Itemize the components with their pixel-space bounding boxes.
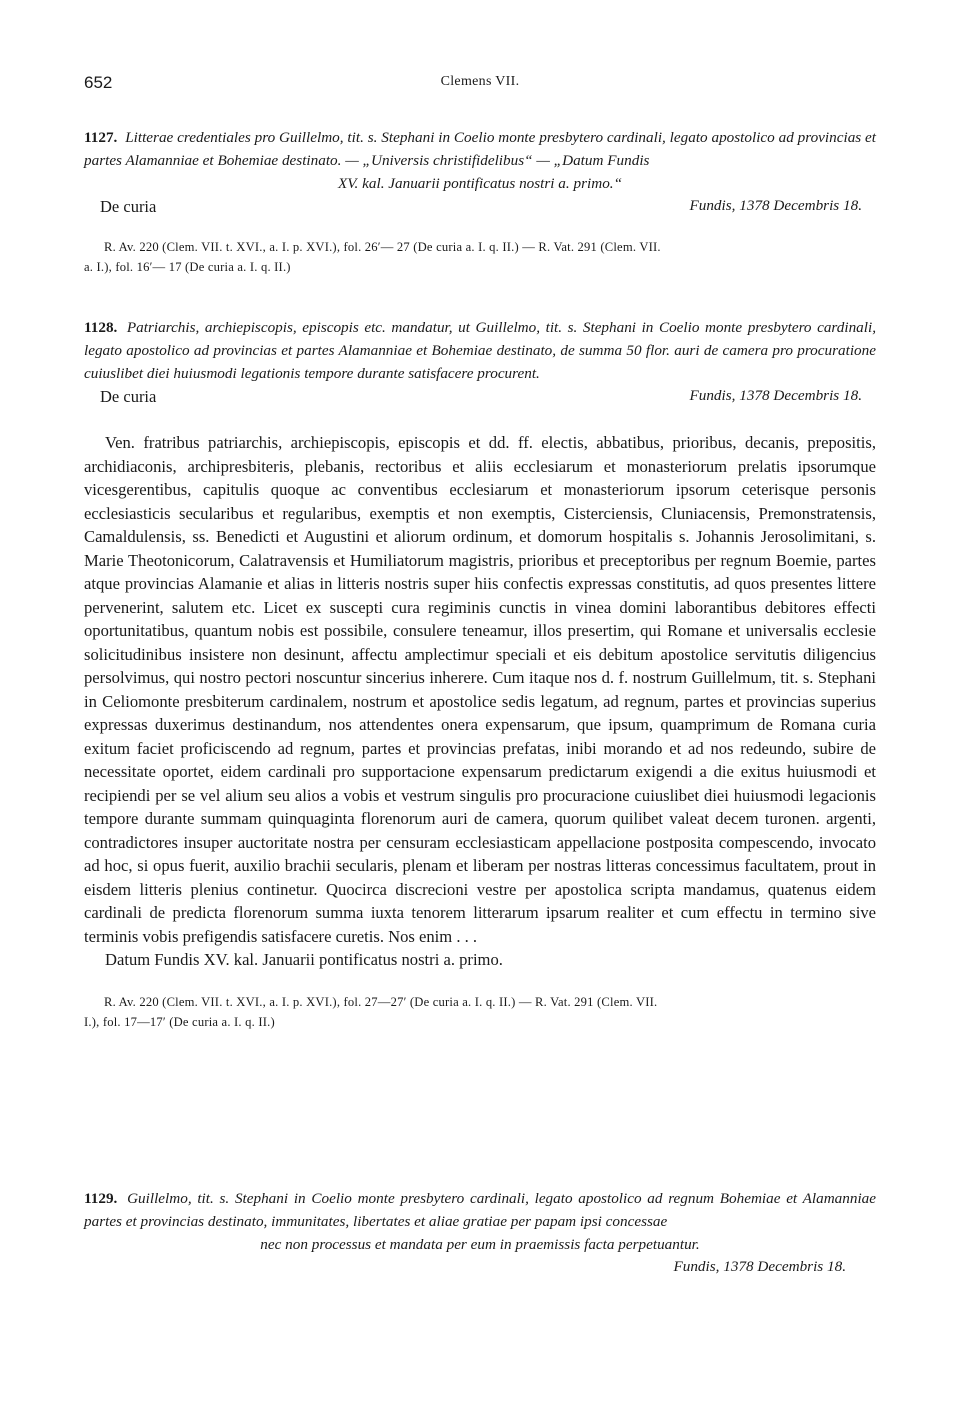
regest-text-centered: nec non processus et mandata per eum in praemissis facta perpetuantur. [260,1236,700,1253]
date-label: Fundis, 1378 Decembris 18. [689,387,862,404]
entry-place-date [84,387,876,411]
source-reference [84,992,876,1032]
entry-number: 1127. [84,129,118,146]
entry-number: 1128. [84,319,118,336]
entry-regest [84,316,876,385]
entry-1129 [84,1187,876,1282]
regest-text: Guillelmo, tit. s. Stephani in Coelio monte presbytero cardinali, legato apostolico ad regnum Bohemiae et Alamanniae partes et provincias destinato, immunitates, libertates et aliae gratiae per papam ipsi concessae [84,1190,876,1230]
entry-regest [84,1187,876,1256]
entry-place-date [84,1258,876,1282]
place-label: De curia [100,197,157,216]
datum-line: Datum Fundis XV. kal. Januarii pontificatus nostri a. primo. [105,950,503,969]
date-label: Fundis, 1378 Decembris 18. [689,197,862,214]
source-line: R. Av. 220 (Clem. VII. t. XVI., a. I. p. XVI.), fol. 27—27′ (De curia a. I. q. II.) — R. Vat. 291 (Clem. VII. [104,994,658,1009]
letter-body [84,431,876,972]
entry-1127 [84,126,876,277]
entry-place-date [84,197,876,221]
regest-text: Litterae credentiales pro Guillelmo, tit. s. Stephani in Coelio monte presbytero cardinali, legato apostolico ad provincias et partes Alamanniae et Bohemiae destinato. — „Universis christifidelibus“ — „Datum Fundis [84,129,877,169]
regest-text-centered: XV. kal. Januarii pontificatus nostri a. primo.“ [337,175,623,192]
letter-text: Ven. fratribus patriarchis, archiepiscopis, episcopis et dd. ff. electis, abbatibus, prioribus, decanis, prepositis, archidiaconis, archipresbiteris, plebanis, rectoribus et aliis ecclesiarum et monasteriorum prelatis ipsorumque vicesgerentibus, capitulis quoque ac conventibus ecclesiarum et monasteriorum ipsorum ceterisque personis ecclesiasticis secularibus et regularibus, exemptis et non exemptis, Cisterciensis, Cluniacensis, Premonstratensis, Camaldulensis, ss. Benedicti et Augustini et aliorum ordinum, et domorum hospitalis s. Johannis Jerosolimitani, s. Marie Theotonicorum, Calatravensis et Humiliatorum magistris, prioribus et preceptoribus per regnum Boemie, partes atque provincias Alamanie et alias in litteris nostris super hiis confectis expressas constitutis, ad quos presentes littere pervenerint, salutem etc. Licet ex suscepti cura regiminis cunctis in vinea domini laborantibus debitores effecti oportunitatibus, quantum nobis est possibile, consulere teneamur, illos presertim, qui Romane et universalis ecclesie solicitudinibus insistere non desinunt, affectu amplectimur speciali et eis debitum apostolice servitutis diligencius persolvimus, qui nostro pectori noscuntur sincerius inherere. Cum itaque nos d. f. nostrum Guillelmum, tit. s. Stephani in Celiomonte presbiterum cardinalem, nostrum et apostolice sedis legatum, ad regnum, partes et provincias superius expressas duxerimus destinandum, nos attendentes onera expensarum, que ipsum, quamprimum de Romana curia exitum faciet proficiscendo ad regnum, partes et provincias prefatas, inibi morando et ad nos redeundo, subire de necessitate oportet, eidem cardinali pro supportacione expensarum predictarum exigendi a die exitus huiusmodi et recipiendi per se vel alium seu alios a vobis et vestrum singulis pro procuracione cuiuslibet diei huiusmodi legacionis tempore durante summam quinquaginta florenorum auri de camera, quorum quilibet valeat decem turonen. argenti, contradictores insuper auctoritate nostra per censuram ecclesiasticam appellacione postposita compescendo, invocato ad hoc, si opus fuerit, auxilio brachii secularis, plenam et liberam per nostras litteras concessimus facultatem, prout in eisdem litteris plenius continetur. Quocirca discrecioni vestre per apostolica scripta mandamus, quatenus eidem cardinali de predicta florenorum summa iuxta tenorem litterarum ipsarum realiter et cum effectu in termino sive terminis vobis prefigendis satisfacere curetis. Nos enim . . . [84,433,876,946]
source-line: R. Av. 220 (Clem. VII. t. XVI., a. I. p. XVI.), fol. 26′— 27 (De curia a. I. q. II.) — R. Vat. 291 (Clem. VII. [104,240,661,254]
entry-number: 1129. [84,1190,118,1207]
source-line: a. I.), fol. 16′— 17 (De curia a. I. q. II.) [84,260,291,274]
entry-1128 [84,316,876,1032]
source-reference [84,237,876,277]
place-label: De curia [100,387,157,406]
date-label: Fundis, 1378 Decembris 18. [673,1258,846,1275]
running-title: Clemens VII. [440,74,520,89]
source-line: I.), fol. 17—17′ (De curia a. I. q. II.) [84,1014,275,1029]
regest-text: Patriarchis, archiepiscopis, episcopis etc. mandatur, ut Guillelmo, tit. s. Stephani in Coelio monte presbytero cardinali, legato apostolico ad provincias et partes Alamanniae et Bohemiae destinato, de summa 50 flor. auri de camera pro procuratione cuiuslibet diei huiusmodi legationis tempore durante satisfacere procurent. [84,319,876,382]
entry-regest [84,126,876,195]
page-number: 652 [84,73,113,92]
